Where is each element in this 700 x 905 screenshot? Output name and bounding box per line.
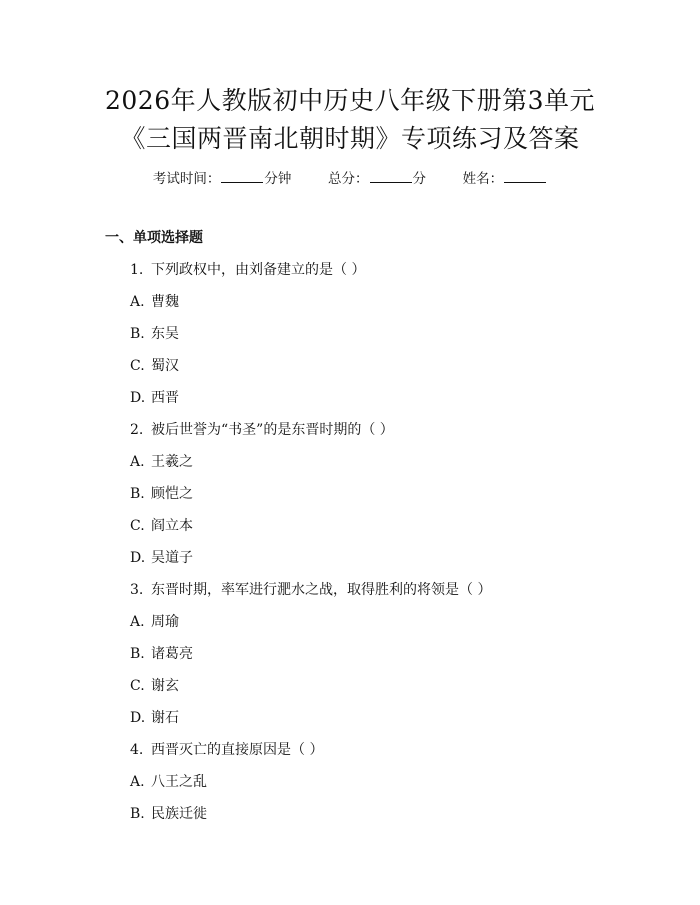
option (130, 677, 179, 695)
exam-info (0, 170, 700, 188)
document-title-line1: 2026年人教版初中历史八年级下册第3单元 (104, 86, 596, 115)
option-label: D. (130, 550, 146, 566)
option (130, 773, 207, 791)
option-text: 东吴 (151, 326, 179, 342)
time-blank (221, 170, 263, 183)
option (130, 453, 193, 471)
option (130, 485, 193, 503)
score-label: 总分： (328, 171, 369, 187)
option-label: C. (130, 358, 145, 374)
question-number: 4. (130, 742, 144, 758)
question-number: 1. (130, 262, 144, 278)
option-text: 顾恺之 (151, 486, 193, 502)
question-text: 被后世誉为“书圣”的是东晋时期的（ ） (151, 422, 394, 438)
option (130, 549, 193, 567)
option-text: 民族迁徙 (151, 806, 207, 822)
option-text: 蜀汉 (151, 358, 179, 374)
option (130, 645, 193, 663)
time-label: 考试时间： (152, 171, 221, 187)
option (130, 293, 179, 311)
document-title-line2: 《三国两晋南北朝时期》专项练习及答案 (120, 124, 580, 153)
option-text: 诸葛亮 (151, 646, 193, 662)
time-unit: 分钟 (264, 171, 292, 187)
option-label: C. (130, 678, 145, 694)
option-label: B. (130, 806, 145, 822)
question (130, 741, 323, 759)
option-text: 谢石 (151, 710, 179, 726)
option (130, 357, 179, 375)
option (130, 389, 179, 407)
option-text: 吴道子 (151, 550, 193, 566)
question-text: 下列政权中，由刘备建立的是（ ） (151, 262, 366, 278)
name-label: 姓名： (462, 171, 504, 187)
question-number: 3. (130, 582, 144, 598)
option-label: D. (130, 390, 146, 406)
score-unit: 分 (412, 171, 426, 187)
option-label: A. (130, 774, 145, 790)
option-text: 西晋 (151, 390, 179, 406)
option-text: 王羲之 (151, 454, 193, 470)
option-label: B. (130, 486, 145, 502)
option (130, 709, 179, 727)
option-label: B. (130, 326, 145, 342)
option-label: C. (130, 518, 145, 534)
section-title: 一、单项选择题 (105, 230, 203, 246)
option-label: A. (130, 294, 145, 310)
option-text: 曹魏 (151, 294, 179, 310)
name-blank (504, 170, 546, 183)
option (130, 613, 179, 631)
question-number: 2. (130, 422, 144, 438)
option-text: 周瑜 (151, 614, 179, 630)
score-blank (370, 170, 412, 183)
question-text: 西晋灭亡的直接原因是（ ） (151, 742, 324, 758)
option-text: 谢玄 (151, 678, 179, 694)
question (130, 261, 365, 279)
option (130, 325, 179, 343)
option-text: 阎立本 (151, 518, 193, 534)
question (130, 581, 491, 599)
option-text: 八王之乱 (151, 774, 207, 790)
option-label: A. (130, 614, 145, 630)
option (130, 805, 207, 823)
option-label: D. (130, 710, 146, 726)
question-text: 东晋时期，率军进行淝水之战，取得胜利的将领是（ ） (151, 582, 492, 598)
question (130, 421, 394, 439)
option-label: A. (130, 454, 145, 470)
option-label: B. (130, 646, 145, 662)
option (130, 517, 193, 535)
